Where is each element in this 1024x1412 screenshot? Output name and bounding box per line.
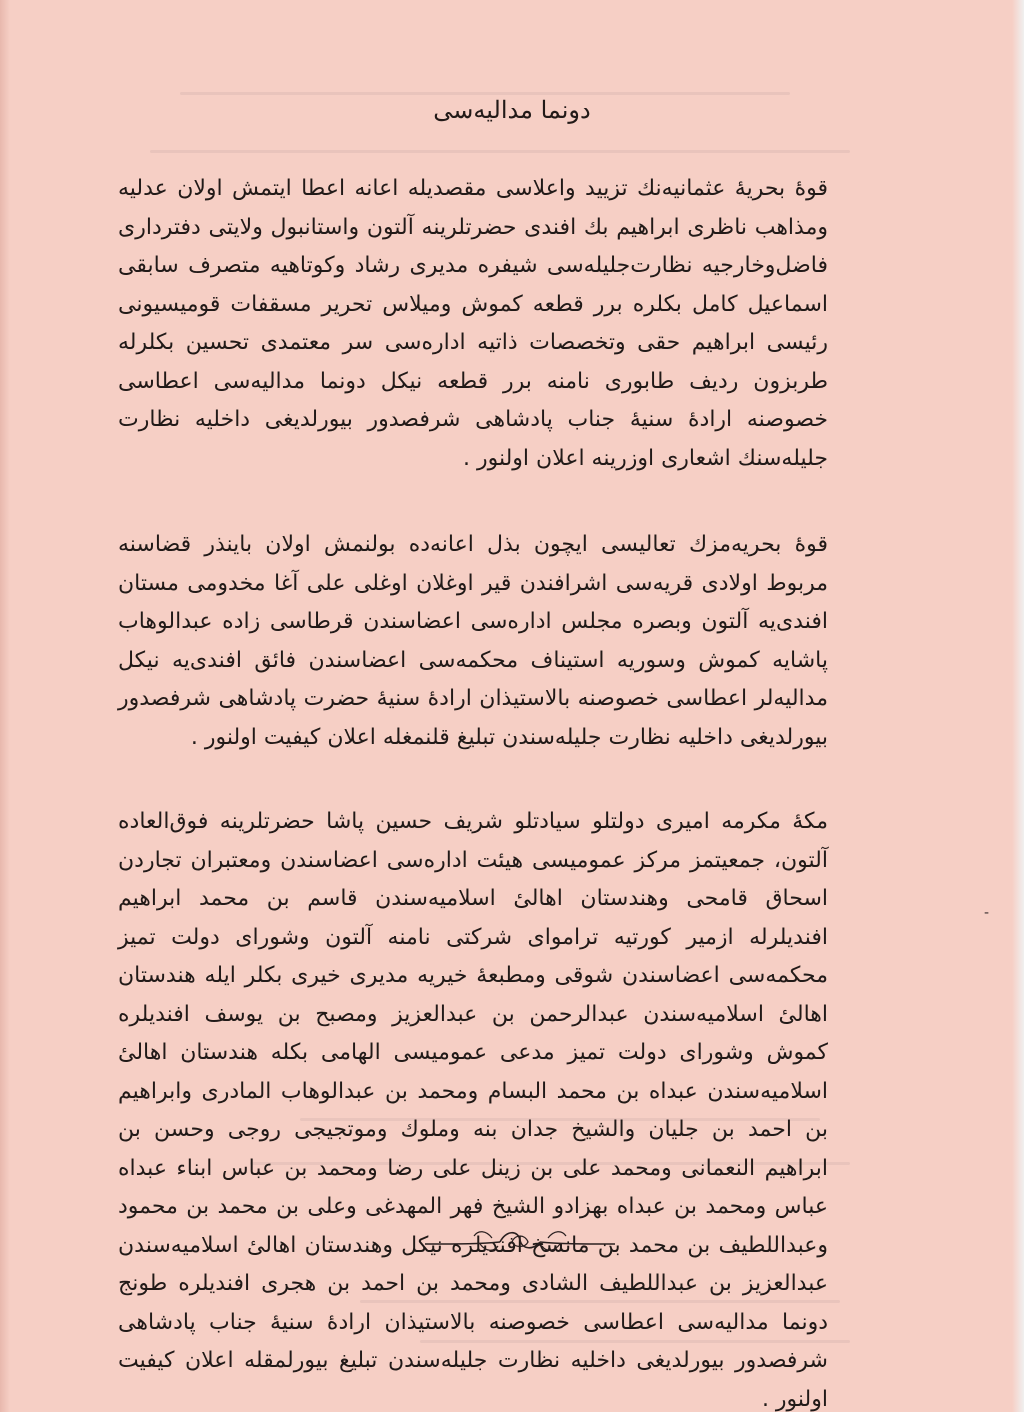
page-edge-white	[1012, 0, 1024, 1412]
page-title: دونما مدالیه‌سی	[433, 96, 591, 124]
paragraph: قوهٔ بحریه‌مزك تعالیسی ایچون بذل اعانه‌ده بولنمش اولان باینذر قضاسنه مربوط اولادی قریه‌سی اشرافندن قیر اوغلان اوغلی علی آغا مخدومی مستان افندی‌یه آلتون وبصره مجلس اداره‌سی اعضاسندن قرطاسی زاده عبدالوهاب پاشایه کموش وسوریه استیناف محکمه‌سی اعضاسندن فائق افندی‌یه نیکل مدالیه‌لر اعطاسی خصوصنه بالاستیذان ارادهٔ سنیهٔ حضرت پادشاهی شرفصدور بیورلدیغی داخلیه نظارت جلیله‌سندن تبلیغ قلنمغله اعلان کیفیت اولنور .	[118, 532, 828, 750]
margin-mark: -	[984, 905, 990, 921]
flourish-divider-icon	[420, 1224, 620, 1258]
paragraph: مکهٔ مکرمه امیری دولتلو سیادتلو شریف حسین پاشا حضرتلرینه فوق‌العاده آلتون، جمعیتمز مرکز عمومیسی هیئت اداره‌سی اعضاسندن ومعتبران تجاردن اسحاق قامحی وهندستان اهالیٔ اسلامیه‌سندن قاسم بن محمد ابراهیم افندیلرله ازمیر کورتیه تراموای شرکتی نامنه آلتون وشورای دولت تمیز محکمه‌سی اعضاسندن شوقی ومطبعهٔ خیریه مدیری خیری بکلر ایله هندستان اهالیٔ اسلامیه‌سندن عبدالرحمن بن عبدالعزیز ومصبح بن یوسف افندیلره کموش وشورای دولت تمیز مدعی عمومیسی الهامی بکله هندستان اهالیٔ اسلامیه‌سندن عبداه بن محمد البسام ومحمد بن عبدالوهاب المادری وابراهیم بن احمد بن جلیان والشیخ جدان بنه وملوك وموتجیجی روجی وحسن بن ابراهیم النعمانی ومحمد علی بن زینل علی رضا ومحمد بن عباس ابناء عبداه عباس ومحمد بن عبداه بهزادو الشیخ فهر المهدغی وعلی بن محمد بن محمود وعبداللطیف بن محمد بن مانسخ افندیلره نیکل وهندستان اهالیٔ اسلامیه‌سندن عبدالعزیز بن عبداللطیف الشادی ومحمد بن احمد بن هجری افندیلره طونج دونما مدالیه‌سی اعطاسی خصوصنه بالاستیذان ارادهٔ سنیهٔ جناب پادشاهی شرفصدور بیورلدیغی داخلیه نظارت جلیله‌سندن تبلیغ بیورلمقله اعلان کیفیت اولنور .	[118, 809, 828, 1412]
paragraph: قوهٔ بحریهٔ عثمانیه‌نك تزیید واعلاسی مقصدیله اعانه اعطا ایتمش اولان عدلیه ومذاهب ناظری ابراهیم بك افندی حضرتلرینه آلتون واستانبول ولایتی دفترداری فاضل‌وخارجیه نظارت‌جلیله‌سی شیفره مدیری رشاد وکوتاهیه متصرف سابقی اسماعیل کامل بکلره برر قطعه کموش ومیلاس تحریر مسقفات قومیسیونی رئیسی ابراهیم حقی وتخصصات ذاتیه اداره‌سی سر معتمدی تحسین بکلرله طربزون ردیف طابوری نامنه برر قطعه نیکل دونما مدالیه‌سی اعطاسی خصوصنه ارادهٔ سنیهٔ جناب پادشاهی شرفصدور بیورلدیغی داخلیه نظارت جلیله‌سنك اشعاری اوزرینه اعلان اولنور .	[118, 176, 828, 471]
page-edge-shadow	[0, 0, 10, 1412]
